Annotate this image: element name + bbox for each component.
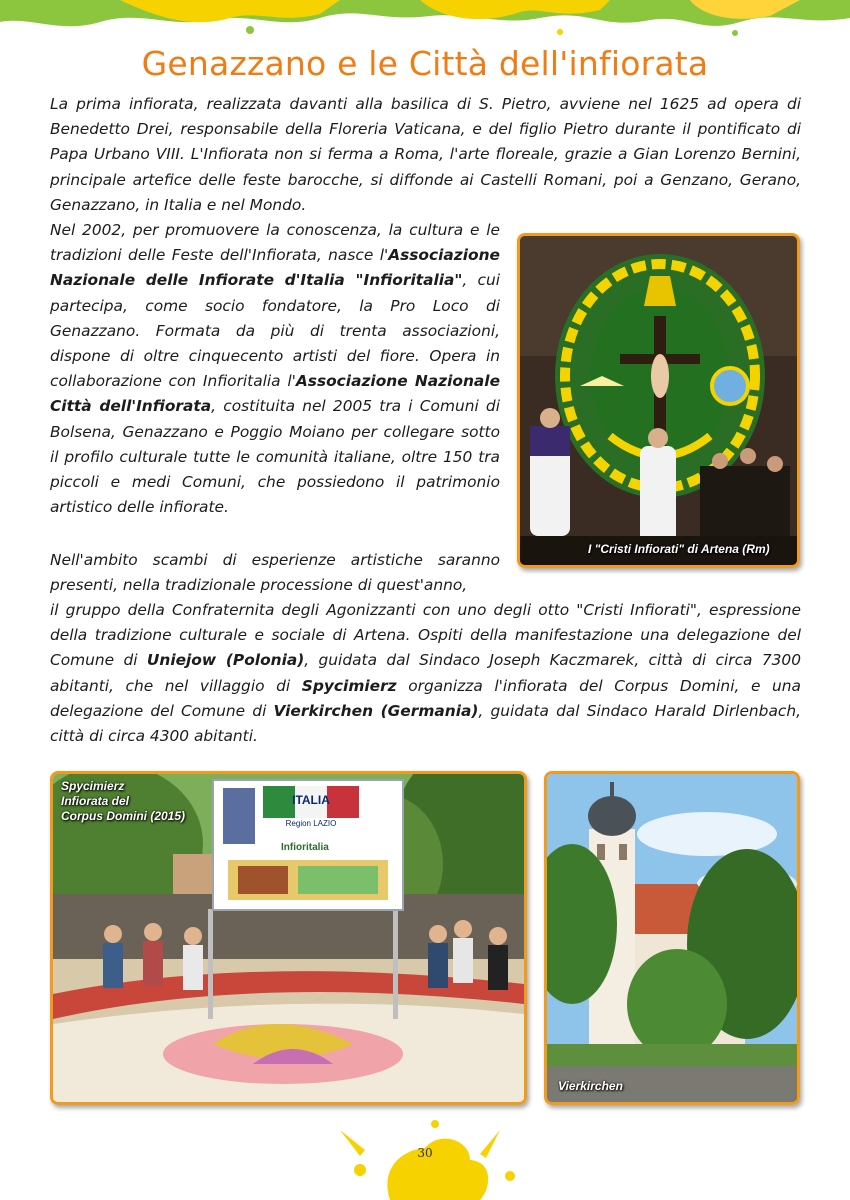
vierkirchen-caption: Vierkirchen — [558, 1079, 623, 1093]
exchange-paragraph-start: Nell'ambito scambi di esperienze artistiche saranno presenti, nella tradizionale processione di quest'anno, — [50, 551, 500, 595]
page-number: 30 — [417, 1146, 433, 1160]
spycimierz-photo — [50, 771, 527, 1105]
vierkirchen-photo — [544, 771, 800, 1105]
top-paint-splash — [0, 0, 850, 40]
association-paragraph: Nel 2002, per promuovere la conoscenza, la cultura e le tradizioni delle Feste dell'Infiorata, nasce l'Associazione Nazionale delle Infiorate d'Italia "Infioritalia", cui partecipa, come socio fondatore, la Pro Loco di Genazzano. Formata da più di trenta associazioni, dispone di oltre cinquecento artisti del fiore. Opera in collaborazione con Infioritalia l'Associazione Nazionale Città dell'Infiorata, costituita nel 2005 tra i Comuni di Bolsena, Genazzano e Poggio Moiano per collegare sotto il profilo culturale tutte le comunità italiane, oltre 150 tra piccoli e medi Comuni, che possiedono il patrimonio artistico delle infiorate. — [50, 221, 501, 517]
spycimierz-name: Spycimierz — [301, 676, 397, 695]
uniejow-name: Uniejow (Polonia) — [146, 651, 305, 670]
spycimierz-caption: Spycimierz Infiorata del Corpus Domini (2015) — [61, 779, 186, 823]
sign-title: ITALIA — [292, 793, 330, 807]
artena-photo-image — [520, 236, 797, 565]
citta-infiorata-name: Associazione Nazionale Città dell'Infiorata — [50, 372, 501, 416]
artena-caption: I "Cristi Infiorati" di Artena (Rm) — [588, 542, 770, 556]
sign-logo: Infioritalia — [281, 842, 329, 853]
artena-photo — [517, 233, 800, 568]
vierkirchen-name: Vierkirchen (Germania) — [273, 701, 479, 720]
infioritalia-name: Associazione Nazionale delle Infiorate d'Italia "Infioritalia" — [50, 246, 500, 290]
intro-paragraph: La prima infiorata, realizzata davanti alla basilica di S. Pietro, avviene nel 1625 ad opera di Benedetto Drei, responsabile della Floreria Vaticana, e del figlio Pietro durante il pontificato di Papa Urbano VIII. L'Infiorata non si ferma a Roma, l'arte floreale, grazie a Gian Lorenzo Bernini, principale artefice delle feste barocche, si diffonde ai Castelli Romani, poi a Genzano, Gerano, Genazzano, in Italia e nel Mondo. — [50, 95, 801, 214]
page-title: Genazzano e le Città dell'infiorata — [141, 44, 709, 83]
vierkirchen-photo-image — [547, 774, 797, 1102]
sign-subtitle: Region LAZIO — [285, 819, 337, 828]
exchange-paragraph: il gruppo della Confraternita degli Agonizzanti con uno degli otto "Cristi Infiorati", espressione della tradizione culturale e sociale di Artena. Ospiti della manifestazione una delegazione del Comune di Uniejow (Polonia), guidata dal Sindaco Joseph Kaczmarek, città di circa 7300 abitanti, che nel villaggio di Spycimierz organizza l'infiorata del Corpus Domini, e una delegazione del Comune di Vierkirchen (Germania), guidata dal Sindaco Harald Dirlenbach, città di circa 4300 abitanti. — [50, 601, 801, 746]
